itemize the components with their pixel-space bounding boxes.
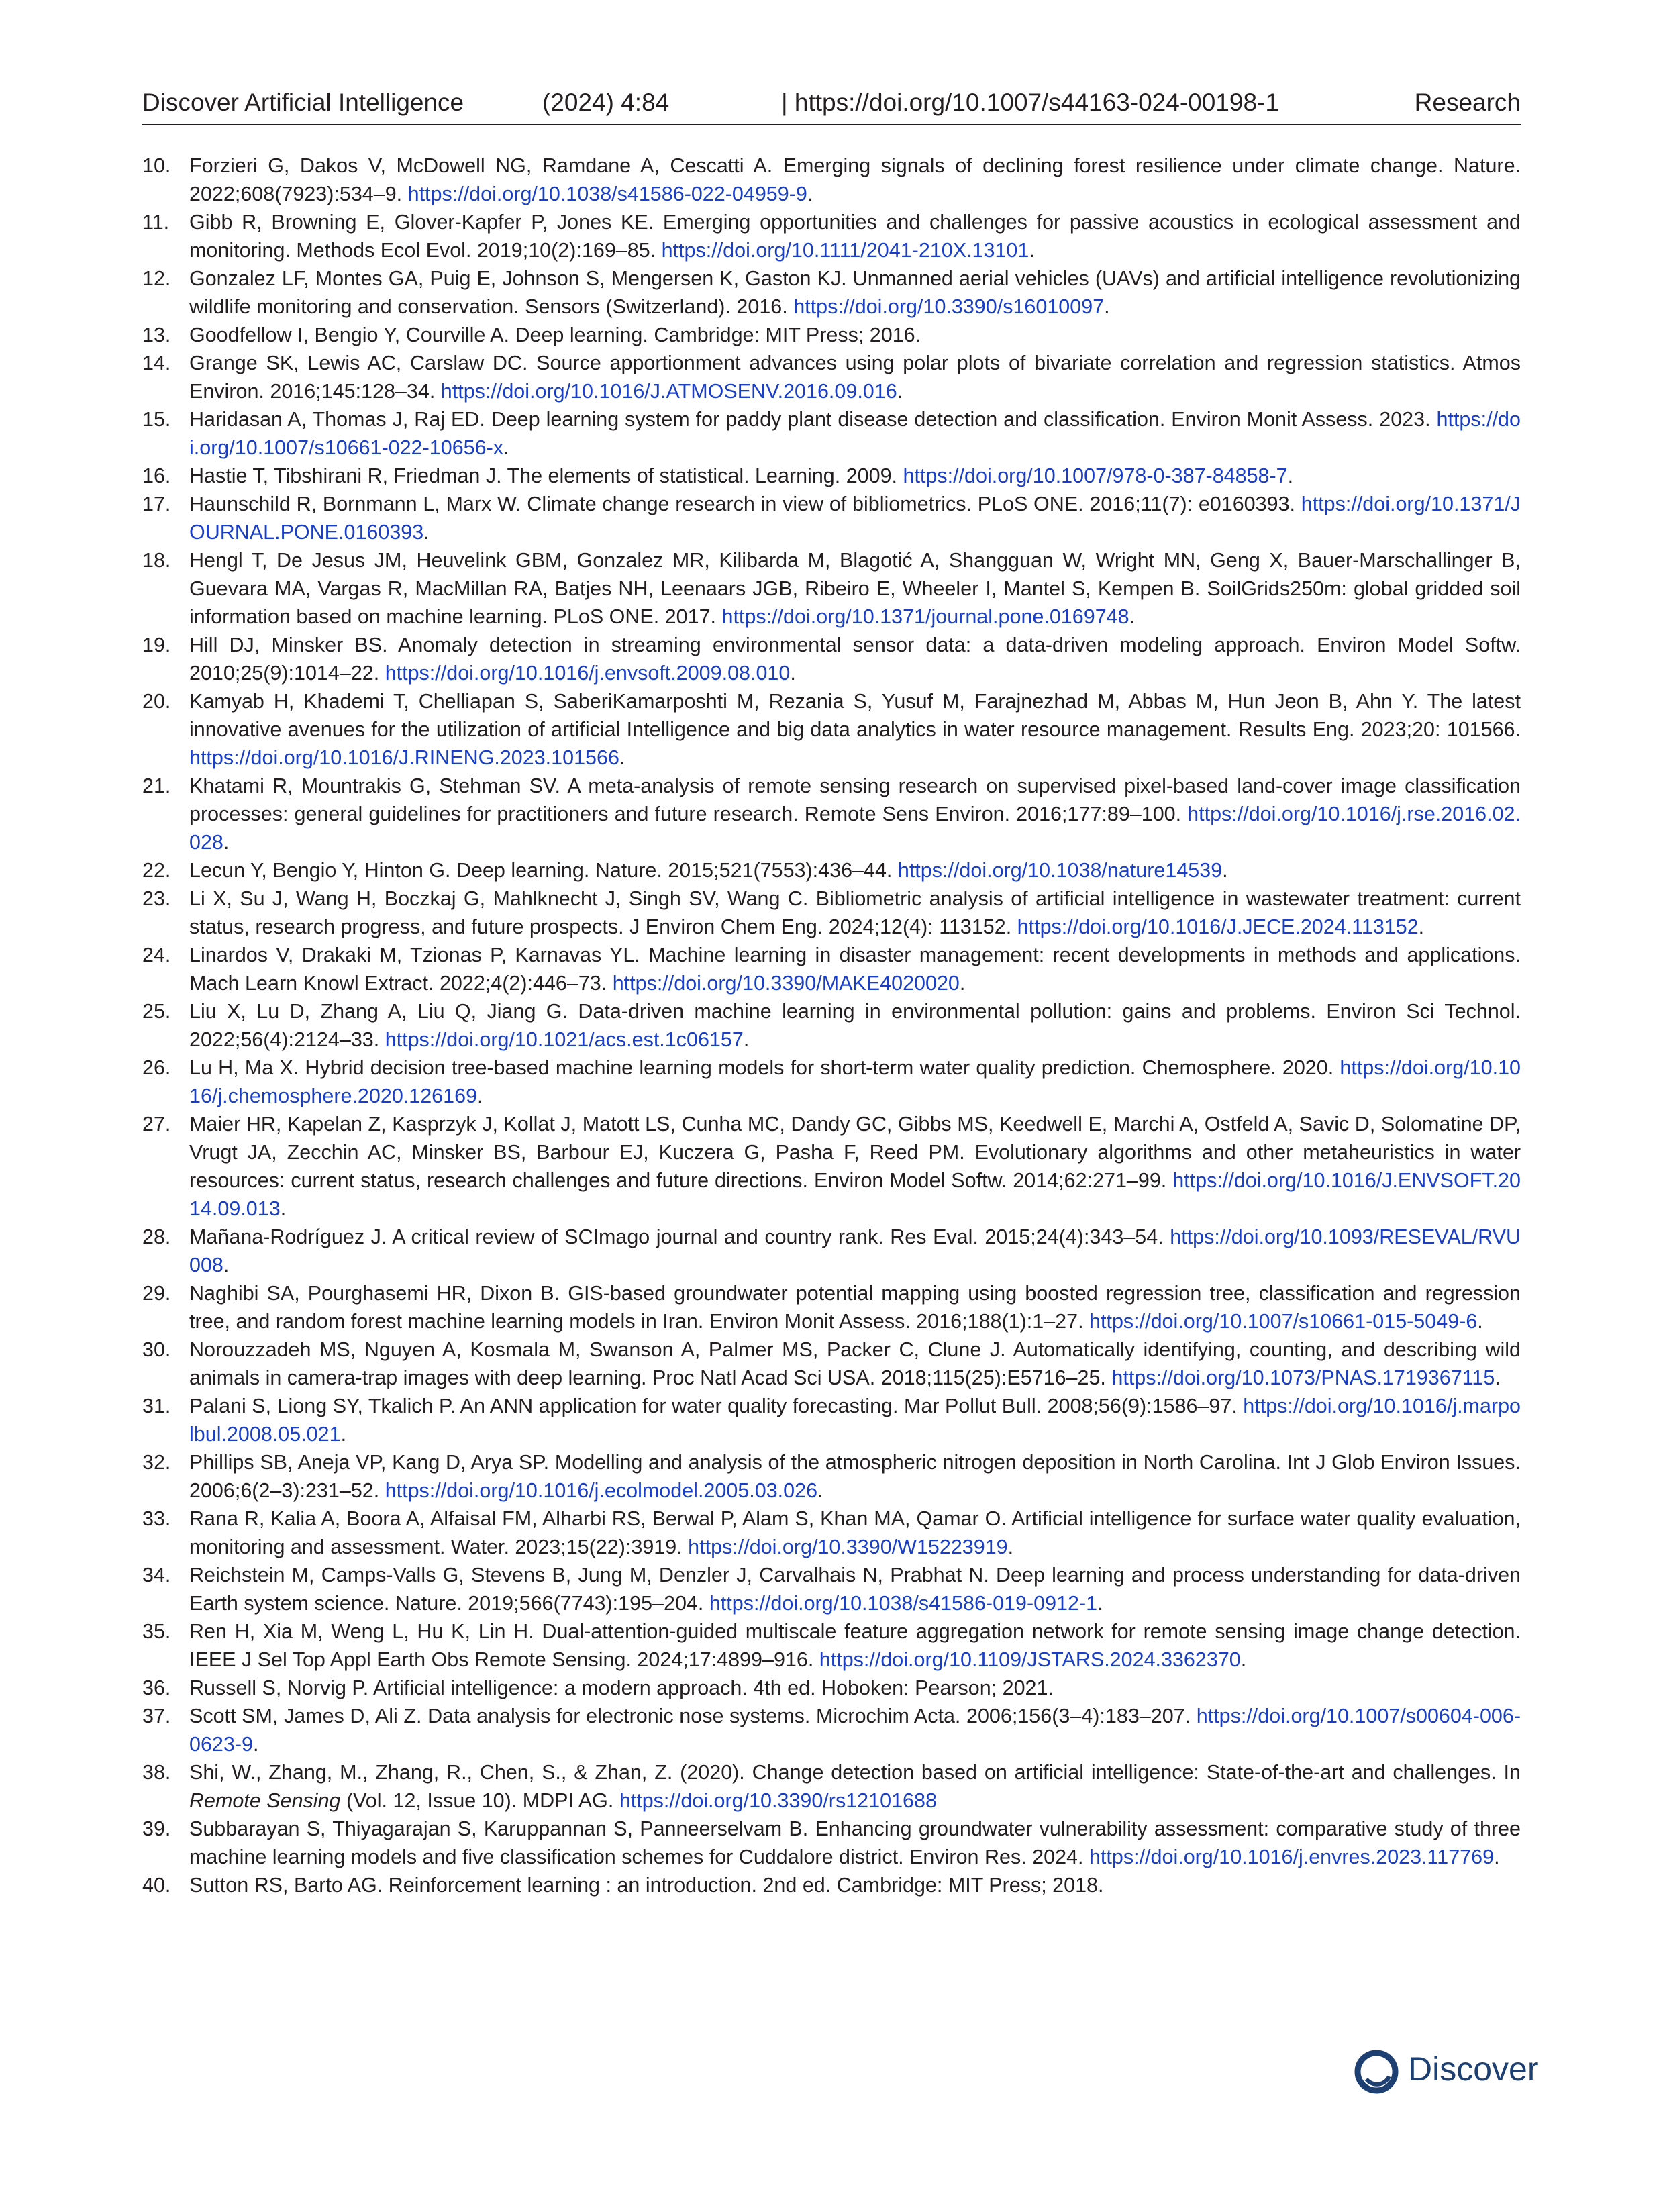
reference-end-punctuation: .: [477, 1085, 483, 1107]
reference-number: 10.: [142, 154, 171, 177]
reference-doi-link[interactable]: https://doi.org/10.1111/2041-210X.13101: [661, 239, 1029, 262]
reference-end-punctuation: .: [1097, 1592, 1103, 1615]
reference-doi-link[interactable]: https://doi.org/10.1109/JSTARS.2024.3362370: [819, 1648, 1241, 1671]
reference-item: [142, 885, 1521, 941]
reference-doi-link[interactable]: https://doi.org/10.1016/J.JECE.2024.113152: [1017, 915, 1419, 938]
reference-text: Scott SM, James D, Ali Z. Data analysis for electronic nose systems. Microchim Acta. 2006;156(3–4):183–207.: [189, 1705, 1197, 1727]
reference-number: 14.: [142, 352, 171, 374]
discover-logo-icon: [1354, 2050, 1399, 2094]
reference-doi-link[interactable]: https://doi.org/10.1007/s00604-006-0623-9: [189, 1705, 1521, 1756]
reference-item: [142, 1054, 1521, 1110]
reference-doi-link[interactable]: https://doi.org/10.1016/J.ATMOSENV.2016.09.016: [440, 380, 897, 403]
reference-end-punctuation: .: [1240, 1648, 1247, 1671]
reference-number: 23.: [142, 887, 171, 910]
header-divider: [142, 124, 1521, 125]
journal-name: Discover Artificial Intelligence: [142, 89, 464, 116]
reference-doi-link[interactable]: https://doi.org/10.1038/s41586-022-04959-9: [407, 183, 807, 205]
reference-text: Li X, Su J, Wang H, Boczkaj G, Mahlknecht J, Singh SV, Wang C. Bibliometric analysis of artificial intelligence in wastewater treatment: current status, research progress, and future prospects. J Environ Chem Eng. 2024;12(4): 113152.: [189, 887, 1521, 938]
reference-item: [142, 997, 1521, 1054]
reference-number: 27.: [142, 1113, 171, 1136]
reference-end-punctuation: .: [280, 1197, 287, 1220]
reference-doi-link[interactable]: https://doi.org/10.1371/JOURNAL.PONE.0160393: [189, 493, 1521, 544]
reference-end-punctuation: .: [897, 380, 903, 403]
reference-number: 22.: [142, 859, 171, 882]
reference-end-punctuation: .: [1104, 295, 1110, 318]
reference-text: Mañana-Rodríguez J. A critical review of SCImago journal and country rank. Res Eval. 2015;24(4):343–54.: [189, 1225, 1170, 1248]
reference-end-punctuation: .: [1287, 464, 1294, 487]
reference-text: Palani S, Liong SY, Tkalich P. An ANN application for water quality forecasting. Mar Pollut Bull. 2008;56(9):1586–97.: [189, 1395, 1244, 1417]
reference-item: [142, 1561, 1521, 1617]
reference-end-punctuation: .: [1029, 239, 1035, 262]
reference-number: 40.: [142, 1874, 171, 1897]
reference-item: [142, 1505, 1521, 1561]
reference-doi-link[interactable]: https://doi.org/10.3390/MAKE4020020: [612, 972, 960, 995]
reference-end-punctuation: .: [223, 1254, 230, 1276]
reference-number: 24.: [142, 944, 171, 966]
reference-doi-link[interactable]: https://doi.org/10.3390/W15223919: [688, 1536, 1008, 1558]
reference-item: [142, 1110, 1521, 1223]
reference-number: 12.: [142, 267, 171, 290]
reference-doi-link[interactable]: https://doi.org/10.1007/s10661-022-10656-x: [189, 408, 1521, 459]
reference-end-punctuation: .: [223, 831, 230, 854]
reference-item: [142, 1392, 1521, 1448]
reference-item: [142, 264, 1521, 321]
reference-number: 28.: [142, 1225, 171, 1248]
reference-number: 25.: [142, 1000, 171, 1023]
reference-number: 36.: [142, 1676, 171, 1699]
reference-number: 38.: [142, 1761, 171, 1784]
discover-logo: [1354, 2047, 1539, 2094]
reference-item: [142, 1674, 1521, 1702]
reference-doi-link[interactable]: https://doi.org/10.1016/j.rse.2016.02.028: [189, 803, 1521, 854]
reference-end-punctuation: .: [1477, 1310, 1483, 1333]
reference-number: 26.: [142, 1056, 171, 1079]
reference-doi-link[interactable]: https://doi.org/10.1371/journal.pone.0169748: [721, 605, 1129, 628]
reference-number: 33.: [142, 1507, 171, 1530]
reference-item: [142, 1871, 1521, 1899]
reference-text: Russell S, Norvig P. Artificial intelligence: a modern approach. 4th ed. Hoboken: Pearson; 2021.: [189, 1676, 1054, 1699]
reference-end-punctuation: .: [1495, 1366, 1501, 1389]
reference-text: Gonzalez LF, Montes GA, Puig E, Johnson S, Mengersen K, Gaston KJ. Unmanned aerial vehicles (UAVs) and artificial intelligence revolutionizing wildlife monitoring and conservation. Sensors (Switzerland). 2016.: [189, 267, 1521, 318]
reference-end-punctuation: .: [1007, 1536, 1014, 1558]
reference-text: Sutton RS, Barto AG. Reinforcement learning : an introduction. 2nd ed. Cambridge: MIT Press; 2018.: [189, 1874, 1104, 1897]
reference-text: Hastie T, Tibshirani R, Friedman J. The elements of statistical. Learning. 2009.: [189, 464, 903, 487]
reference-end-punctuation: .: [1129, 605, 1136, 628]
reference-number: 37.: [142, 1705, 171, 1727]
reference-item: [142, 1758, 1521, 1815]
reference-item: [142, 1279, 1521, 1336]
reference-item: [142, 321, 1521, 349]
reference-doi-link[interactable]: https://doi.org/10.1038/s41586-019-0912-1: [709, 1592, 1098, 1615]
reference-doi-link[interactable]: https://doi.org/10.1016/j.ecolmodel.2005.03.026: [385, 1479, 818, 1502]
reference-text: Linardos V, Drakaki M, Tzionas P, Karnavas YL. Machine learning in disaster management: recent developments in methods and applications. Mach Learn Knowl Extract. 2022;4(2):446–73.: [189, 944, 1521, 995]
reference-number: 35.: [142, 1620, 171, 1643]
reference-source-title: Remote Sensing: [189, 1789, 341, 1812]
reference-doi-link[interactable]: https://doi.org/10.1016/j.envres.2023.117769: [1089, 1846, 1495, 1868]
reference-doi-link[interactable]: https://doi.org/10.1016/J.ENVSOFT.2014.09.013: [189, 1169, 1521, 1220]
reference-number: 31.: [142, 1395, 171, 1417]
reference-end-punctuation: .: [959, 972, 966, 995]
reference-text: Shi, W., Zhang, M., Zhang, R., Chen, S., & Zhan, Z. (2020). Change detection based on artificial intelligence: State-of-the-art and challenges. In: [189, 1761, 1521, 1784]
reference-text: Liu X, Lu D, Zhang A, Liu Q, Jiang G. Data-driven machine learning in environmental pollution: gains and problems. Environ Sci Technol. 2022;56(4):2124–33.: [189, 1000, 1521, 1051]
reference-item: [142, 152, 1521, 208]
reference-text: Naghibi SA, Pourghasemi HR, Dixon B. GIS-based groundwater potential mapping using boosted regression tree, classification and regression tree, and random forest machine learning models in Iran. Environ Monit Assess. 2016;188(1):1–27.: [189, 1282, 1521, 1333]
article-doi[interactable]: | https://doi.org/10.1007/s44163-024-00198-1: [781, 89, 1279, 116]
reference-end-punctuation: .: [423, 521, 430, 544]
reference-item: [142, 1617, 1521, 1674]
reference-end-punctuation: .: [1222, 859, 1228, 882]
reference-item: [142, 490, 1521, 546]
reference-text: Kamyab H, Khademi T, Chelliapan S, SaberiKamarposhti M, Rezania S, Yusuf M, Farajnezhad M, Abbas M, Hun Jeon B, Ahn Y. The latest innovative avenues for the utilization of artificial Intelligence and big data analytics in water resource management. Results Eng. 2023;20: 101566.: [189, 690, 1521, 741]
reference-item: [142, 687, 1521, 772]
reference-end-punctuation: .: [340, 1423, 347, 1446]
reference-number: 32.: [142, 1451, 171, 1474]
reference-text: Goodfellow I, Bengio Y, Courville A. Deep learning. Cambridge: MIT Press; 2016.: [189, 323, 921, 346]
reference-end-punctuation: .: [503, 436, 509, 459]
reference-text: Haunschild R, Bornmann L, Marx W. Climate change research in view of bibliometrics. PLoS ONE. 2016;11(7): e0160393.: [189, 493, 1301, 515]
discover-logo-text: Discover: [1408, 2050, 1539, 2088]
reference-doi-link[interactable]: https://doi.org/10.1038/nature14539: [897, 859, 1223, 882]
reference-end-punctuation: .: [817, 1479, 823, 1502]
reference-text: Forzieri G, Dakos V, McDowell NG, Ramdane A, Cescatti A. Emerging signals of declining forest resilience under climate change. Nature. 2022;608(7923):534–9.: [189, 154, 1521, 205]
reference-doi-link[interactable]: https://doi.org/10.1021/acs.est.1c06157: [385, 1028, 744, 1051]
article-type: Research: [1414, 89, 1521, 116]
reference-text-continued: (Vol. 12, Issue 10). MDPI AG.: [340, 1789, 619, 1812]
reference-item: [142, 1223, 1521, 1279]
reference-text: Ren H, Xia M, Weng L, Hu K, Lin H. Dual-attention-guided multiscale feature aggregation network for remote sensing image change detection. IEEE J Sel Top Appl Earth Obs Remote Sensing. 2024;17:4899–916.: [189, 1620, 1521, 1671]
reference-doi-link[interactable]: https://doi.org/10.1016/j.chemosphere.2020.126169: [189, 1056, 1521, 1107]
reference-text: Haridasan A, Thomas J, Raj ED. Deep learning system for paddy plant disease detection and classification. Environ Monit Assess. 2023.: [189, 408, 1437, 431]
reference-doi-link[interactable]: https://doi.org/10.1016/j.envsoft.2009.08.010: [385, 662, 791, 685]
reference-item: [142, 546, 1521, 631]
reference-item: [142, 1815, 1521, 1871]
reference-number: 17.: [142, 493, 171, 515]
reference-text: Hengl T, De Jesus JM, Heuvelink GBM, Gonzalez MR, Kilibarda M, Blagotić A, Shangguan W, Wright MN, Geng X, Bauer-Marschallinger B, Guevara MA, Vargas R, MacMillan RA, Batjes NH, Leenaars JGB, Ribeiro E, Wheeler I, Mantel S, Kempen B. SoilGrids250m: global gridded soil information based on machine learning. PLoS ONE. 2017.: [189, 549, 1521, 628]
reference-number: 30.: [142, 1338, 171, 1361]
reference-end-punctuation: .: [619, 746, 625, 769]
reference-text: Reichstein M, Camps-Valls G, Stevens B, Jung M, Denzler J, Carvalhais N, Prabhat N. Deep learning and process understanding for data-driven Earth system science. Nature. 2019;566(7743):195–204.: [189, 1564, 1521, 1615]
reference-end-punctuation: .: [1494, 1846, 1500, 1868]
reference-text: Phillips SB, Aneja VP, Kang D, Arya SP. Modelling and analysis of the atmospheric nitrogen deposition in North Carolina. Int J Glob Environ Issues. 2006;6(2–3):231–52.: [189, 1451, 1521, 1502]
reference-end-punctuation: .: [1418, 915, 1425, 938]
reference-doi-link[interactable]: https://doi.org/10.1073/PNAS.1719367115: [1111, 1366, 1495, 1389]
reference-text: Rana R, Kalia A, Boora A, Alfaisal FM, Alharbi RS, Berwal P, Alam S, Khan MA, Qamar O. Artificial intelligence for surface water quality evaluation, monitoring and assessment. Water. 2023;15(22):3919.: [189, 1507, 1521, 1558]
reference-text: Gibb R, Browning E, Glover-Kapfer P, Jones KE. Emerging opportunities and challenges for passive acoustics in ecological assessment and monitoring. Methods Ecol Evol. 2019;10(2):169–85.: [189, 211, 1521, 262]
reference-doi-link[interactable]: https://doi.org/10.3390/s16010097: [793, 295, 1105, 318]
reference-number: 29.: [142, 1282, 171, 1305]
reference-text: Hill DJ, Minsker BS. Anomaly detection in streaming environmental sensor data: a data-driven modeling approach. Environ Model Softw. 2010;25(9):1014–22.: [189, 634, 1521, 685]
reference-number: 18.: [142, 549, 171, 572]
reference-doi-link[interactable]: https://doi.org/10.3390/rs12101688: [619, 1789, 937, 1812]
reference-text: Lecun Y, Bengio Y, Hinton G. Deep learning. Nature. 2015;521(7553):436–44.: [189, 859, 898, 882]
reference-text: Khatami R, Mountrakis G, Stehman SV. A meta-analysis of remote sensing research on supervised pixel-based land-cover image classification processes: general guidelines for practitioners and future research. Remote Sens Environ. 2016;177:89–100.: [189, 774, 1521, 825]
reference-item: [142, 941, 1521, 997]
reference-text: Lu H, Ma X. Hybrid decision tree-based machine learning models for short-term water quality prediction. Chemosphere. 2020.: [189, 1056, 1340, 1079]
reference-item: [142, 349, 1521, 405]
reference-text: Subbarayan S, Thiyagarajan S, Karuppannan S, Panneerselvam B. Enhancing groundwater vulnerability assessment: comparative study of three machine learning models and five classification schemes for Cuddalore district. Environ Res. 2024.: [189, 1817, 1521, 1868]
reference-doi-link[interactable]: https://doi.org/10.1007/s10661-015-5049-6: [1089, 1310, 1478, 1333]
reference-number: 15.: [142, 408, 171, 431]
reference-number: 13.: [142, 323, 171, 346]
reference-doi-link[interactable]: https://doi.org/10.1093/RESEVAL/RVU008: [189, 1225, 1521, 1276]
reference-item: [142, 405, 1521, 462]
running-header: [142, 86, 1521, 126]
reference-doi-link[interactable]: https://doi.org/10.1016/j.marpolbul.2008.05.021: [189, 1395, 1521, 1446]
reference-doi-link[interactable]: https://doi.org/10.1016/J.RINENG.2023.101566: [189, 746, 619, 769]
reference-doi-link[interactable]: https://doi.org/10.1007/978-0-387-84858-7: [903, 464, 1288, 487]
reference-end-punctuation: .: [743, 1028, 750, 1051]
reference-item: [142, 1448, 1521, 1505]
reference-number: 21.: [142, 774, 171, 797]
reference-number: 34.: [142, 1564, 171, 1587]
reference-number: 39.: [142, 1817, 171, 1840]
reference-item: [142, 208, 1521, 264]
reference-end-punctuation: .: [807, 183, 813, 205]
reference-number: 16.: [142, 464, 171, 487]
reference-number: 11.: [142, 211, 170, 234]
reference-text: Maier HR, Kapelan Z, Kasprzyk J, Kollat J, Matott LS, Cunha MC, Dandy GC, Gibbs MS, Keedwell E, Marchi A, Ostfeld A, Savic D, Solomatine DP, Vrugt JA, Zecchin AC, Minsker BS, Barbour EJ, Kuczera G, Pasha F, Reed PM. Evolutionary algorithms and other metaheuristics in water resources: current status, research challenges and future directions. Environ Model Softw. 2014;62:271–99.: [189, 1113, 1521, 1192]
reference-item: [142, 462, 1521, 490]
reference-item: [142, 772, 1521, 856]
reference-number: 19.: [142, 634, 171, 656]
reference-item: [142, 1336, 1521, 1392]
reference-item: [142, 1702, 1521, 1758]
reference-text: Grange SK, Lewis AC, Carslaw DC. Source apportionment advances using polar plots of bivariate correlation and regression statistics. Atmos Environ. 2016;145:128–34.: [189, 352, 1521, 403]
reference-item: [142, 631, 1521, 687]
volume-info: (2024) 4:84: [542, 89, 670, 116]
reference-item: [142, 856, 1521, 885]
reference-list: [142, 152, 1521, 1899]
reference-end-punctuation: .: [790, 662, 796, 685]
reference-number: 20.: [142, 690, 171, 713]
reference-end-punctuation: .: [252, 1733, 259, 1756]
reference-text: Norouzzadeh MS, Nguyen A, Kosmala M, Swanson A, Palmer MS, Packer C, Clune J. Automatically identifying, counting, and describing wild animals in camera-trap images with deep learning. Proc Natl Acad Sci USA. 2018;115(25):E5716–25.: [189, 1338, 1521, 1389]
